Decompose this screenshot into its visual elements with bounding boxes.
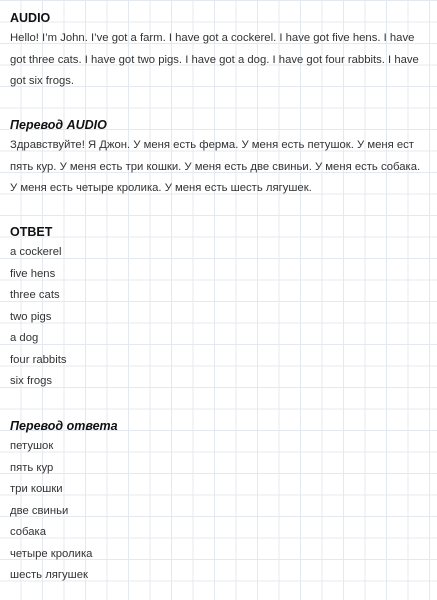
answer-translation-section	[10, 416, 430, 587]
audio-text: Hello! I’m John. I’ve got a farm. I have got a cockerel. I have got five hens. I have got three cats. I have got two pigs. I have got a dog. I have got four rabbits. I have got six frogs.	[10, 32, 419, 87]
list-item: four rabbits	[10, 353, 67, 366]
answer-heading: ОТВЕТ	[10, 225, 53, 239]
translation-text: Здравствуйте! Я Джон. У меня есть ферма. У меня есть петушок. У меня ест пять кур. У меня есть три кошки. У меня есть две свиньи. У меня есть собака. У меня есть четыре кролика. У меня есть шесть лягушек.	[10, 139, 421, 194]
answer-translation-list	[10, 436, 430, 587]
answer-section	[10, 222, 430, 393]
list-item: two pigs	[10, 310, 52, 323]
answer-list	[10, 242, 430, 393]
translation-heading: Перевод AUDIO	[10, 118, 107, 132]
list-item: шесть лягушек	[10, 569, 88, 581]
list-item: six frogs	[10, 375, 53, 387]
list-item: четыре кролика	[10, 547, 93, 560]
audio-section	[10, 8, 430, 93]
list-item: собака	[10, 526, 47, 538]
list-item: five hens	[10, 267, 56, 280]
list-item: пять кур	[10, 461, 54, 474]
list-item: a dog	[10, 332, 39, 344]
answer-translation-heading: Перевод ответа	[10, 419, 118, 433]
audio-heading: AUDIO	[10, 11, 51, 25]
list-item: a cockerel	[10, 246, 62, 258]
list-item: петушок	[10, 440, 54, 452]
list-item: две свиньи	[10, 504, 69, 517]
list-item: three cats	[10, 289, 60, 301]
list-item: три кошки	[10, 483, 63, 495]
translation-section	[10, 115, 430, 200]
